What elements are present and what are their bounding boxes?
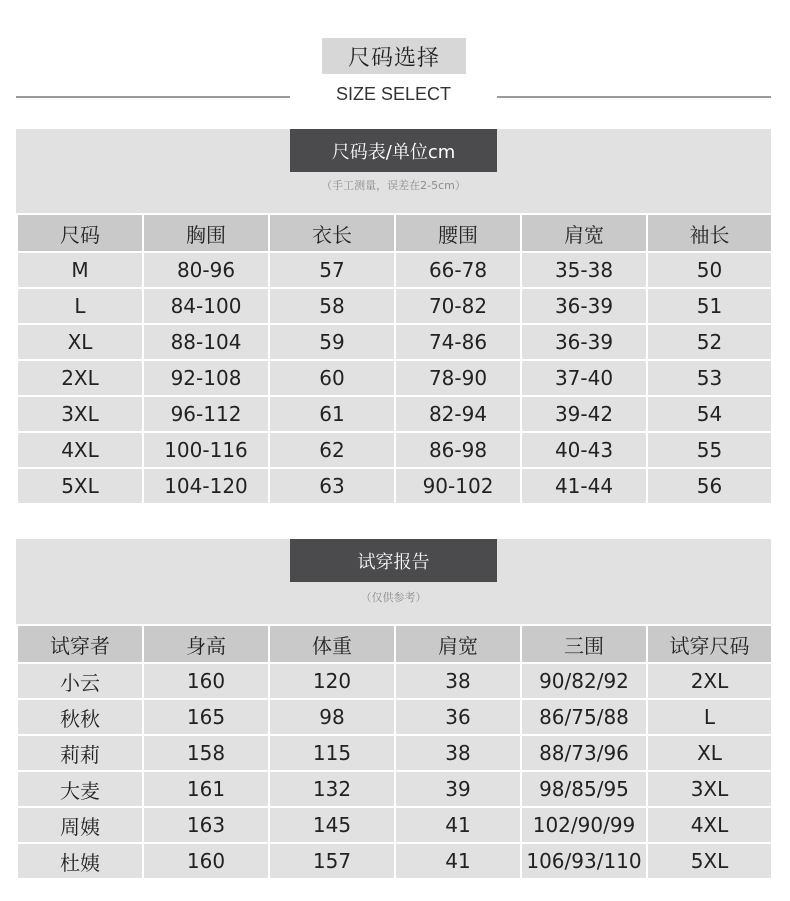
- table-row: [17, 396, 772, 432]
- table-cell: 59: [269, 324, 395, 360]
- table-row: [17, 432, 772, 468]
- table-row: [17, 288, 772, 324]
- table-cell: 36-39: [521, 288, 647, 324]
- table-cell: 161: [143, 771, 269, 807]
- table-cell: 35-38: [521, 252, 647, 288]
- table-cell: 115: [269, 735, 395, 771]
- table-cell: 58: [269, 288, 395, 324]
- table-cell: 51: [647, 288, 772, 324]
- table-cell: 50: [647, 252, 772, 288]
- table-cell: 4XL: [17, 432, 143, 468]
- table-cell: 106/93/110: [521, 843, 647, 879]
- table-cell: XL: [647, 735, 772, 771]
- table-cell: 90/82/92: [521, 663, 647, 699]
- table-cell: 158: [143, 735, 269, 771]
- table-cell: 39: [395, 771, 521, 807]
- table-cell: 3XL: [17, 396, 143, 432]
- table-cell: 88-104: [143, 324, 269, 360]
- table-cell: 4XL: [647, 807, 772, 843]
- table-cell: 38: [395, 663, 521, 699]
- table-cell: 90-102: [395, 468, 521, 504]
- column-header: 腰围: [395, 214, 521, 252]
- table-cell: 52: [647, 324, 772, 360]
- table-cell: L: [647, 699, 772, 735]
- table-cell: 36-39: [521, 324, 647, 360]
- table-cell: 41: [395, 843, 521, 879]
- size-chart-header-row: [17, 214, 772, 252]
- table-row: [17, 807, 772, 843]
- table-cell: 56: [647, 468, 772, 504]
- column-header: 试穿者: [17, 625, 143, 663]
- table-cell: 39-42: [521, 396, 647, 432]
- table-cell: 周姨: [17, 807, 143, 843]
- table-cell: 40-43: [521, 432, 647, 468]
- table-row: [17, 735, 772, 771]
- column-header: 试穿尺码: [647, 625, 772, 663]
- table-cell: 41: [395, 807, 521, 843]
- size-chart-body: [17, 252, 772, 504]
- size-chart-panel: [16, 129, 771, 213]
- page-title: 尺码选择: [322, 38, 466, 74]
- table-cell: 63: [269, 468, 395, 504]
- size-chart-note: （手工测量，误差在2-5cm）: [321, 179, 466, 192]
- table-cell: 78-90: [395, 360, 521, 396]
- column-header: 衣长: [269, 214, 395, 252]
- table-cell: 120: [269, 663, 395, 699]
- table-cell: 3XL: [647, 771, 772, 807]
- table-cell: M: [17, 252, 143, 288]
- column-header: 肩宽: [521, 214, 647, 252]
- table-cell: 62: [269, 432, 395, 468]
- table-cell: 38: [395, 735, 521, 771]
- table-cell: 92-108: [143, 360, 269, 396]
- table-cell: 2XL: [647, 663, 772, 699]
- table-cell: 小云: [17, 663, 143, 699]
- table-cell: 41-44: [521, 468, 647, 504]
- table-cell: 大麦: [17, 771, 143, 807]
- table-cell: 145: [269, 807, 395, 843]
- table-row: [17, 252, 772, 288]
- table-cell: 160: [143, 663, 269, 699]
- table-cell: 163: [143, 807, 269, 843]
- divider-right: [497, 96, 771, 98]
- table-cell: 88/73/96: [521, 735, 647, 771]
- table-cell: 160: [143, 843, 269, 879]
- table-cell: 86/75/88: [521, 699, 647, 735]
- table-row: [17, 468, 772, 504]
- table-cell: L: [17, 288, 143, 324]
- divider-left: [16, 96, 290, 98]
- table-cell: 5XL: [647, 843, 772, 879]
- table-cell: 54: [647, 396, 772, 432]
- table-cell: 70-82: [395, 288, 521, 324]
- table-cell: 37-40: [521, 360, 647, 396]
- table-cell: 98: [269, 699, 395, 735]
- table-cell: 杜姨: [17, 843, 143, 879]
- table-cell: 84-100: [143, 288, 269, 324]
- column-header: 袖长: [647, 214, 772, 252]
- table-cell: XL: [17, 324, 143, 360]
- size-chart-title: 尺码表/单位cm: [290, 129, 497, 172]
- table-cell: 60: [269, 360, 395, 396]
- table-cell: 80-96: [143, 252, 269, 288]
- try-on-note: （仅供参考）: [360, 591, 427, 604]
- table-cell: 74-86: [395, 324, 521, 360]
- try-on-panel: [16, 539, 771, 624]
- column-header: 尺码: [17, 214, 143, 252]
- try-on-header-row: [17, 625, 772, 663]
- table-cell: 57: [269, 252, 395, 288]
- table-cell: 104-120: [143, 468, 269, 504]
- try-on-table: [16, 624, 773, 880]
- table-cell: 100-116: [143, 432, 269, 468]
- table-cell: 66-78: [395, 252, 521, 288]
- table-row: [17, 324, 772, 360]
- table-row: [17, 771, 772, 807]
- table-cell: 86-98: [395, 432, 521, 468]
- table-cell: 秋秋: [17, 699, 143, 735]
- table-cell: 98/85/95: [521, 771, 647, 807]
- table-cell: 157: [269, 843, 395, 879]
- column-header: 肩宽: [395, 625, 521, 663]
- table-cell: 96-112: [143, 396, 269, 432]
- try-on-body: [17, 663, 772, 879]
- table-row: [17, 699, 772, 735]
- table-row: [17, 663, 772, 699]
- table-cell: 莉莉: [17, 735, 143, 771]
- table-cell: 102/90/99: [521, 807, 647, 843]
- table-row: [17, 360, 772, 396]
- table-row: [17, 843, 772, 879]
- page-subtitle: SIZE SELECT: [335, 84, 452, 104]
- try-on-title: 试穿报告: [290, 539, 497, 582]
- table-cell: 61: [269, 396, 395, 432]
- size-chart-table: [16, 213, 773, 505]
- table-cell: 2XL: [17, 360, 143, 396]
- table-cell: 5XL: [17, 468, 143, 504]
- table-cell: 53: [647, 360, 772, 396]
- table-cell: 165: [143, 699, 269, 735]
- table-cell: 82-94: [395, 396, 521, 432]
- column-header: 体重: [269, 625, 395, 663]
- table-cell: 36: [395, 699, 521, 735]
- column-header: 胸围: [143, 214, 269, 252]
- column-header: 三围: [521, 625, 647, 663]
- column-header: 身高: [143, 625, 269, 663]
- table-cell: 132: [269, 771, 395, 807]
- table-cell: 55: [647, 432, 772, 468]
